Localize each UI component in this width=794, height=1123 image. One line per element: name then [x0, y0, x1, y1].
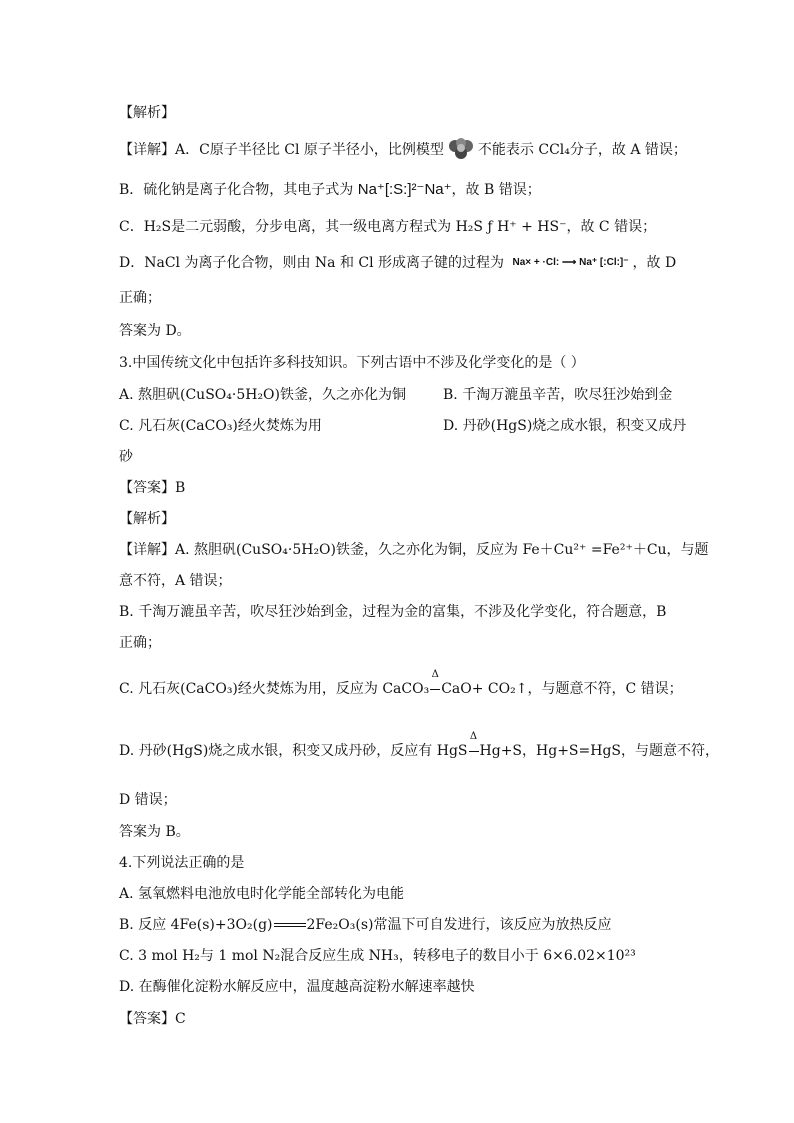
q4-option-a: A. 氢氧燃料电池放电时化学能全部转化为电能: [119, 886, 405, 902]
q3-option-c: C. 凡石灰(CaCO₃)经火焚炼为用: [119, 418, 322, 434]
ionic-bond-formation-diagram: Na× + ·Cl: ⟶ Na⁺ [:Cl:]⁻: [512, 257, 629, 268]
q3-detail-b-cont: 正确；: [119, 635, 161, 651]
detail-line-d: D．NaCl 为离子化合物，则由 Na 和 Cl 形成离子键的过程为 Na× + ·Cl: ⟶ Na⁺ [:Cl:]⁻ ，故 D: [119, 255, 677, 271]
detail-line-a: 【详解】A．C原子半径比 Cl 原子半径小，比例模型 不能表示 CCl₄分子，故 A 错误；: [119, 139, 687, 161]
detail-line-b: B．硫化钠是离子化合物，其电子式为 Na⁺[:S:]²⁻Na⁺，故 B 错误；: [119, 181, 541, 198]
answer-text-1: 答案为 D。: [119, 323, 191, 339]
heat-condition: Δ: [468, 741, 480, 761]
q4-option-c: C. 3 mol H₂与 1 mol N₂混合反应生成 NH₃，转移电子的数目小于 6×6.02×10²³: [119, 948, 636, 964]
analysis-heading-1: 【解析】: [119, 105, 175, 121]
q3-option-d-cont: 砂: [119, 449, 133, 465]
analysis-heading-3: 【解析】: [119, 511, 175, 527]
ccl4-model-icon: [448, 137, 474, 159]
q4-option-d: D. 在酶催化淀粉水解反应中，温度越高淀粉水解速率越快: [119, 979, 475, 995]
q3-option-d: D. 丹砂(HgS)烧之成水银，积变又成丹: [443, 418, 687, 434]
q3-detail-c: C. 凡石灰(CaCO₃)经火焚炼为用，反应为 CaCO₃ Δ CaO+ CO₂↑，与题意不符，C 错误；: [119, 669, 683, 697]
q3-detail-d-cont: D 错误；: [119, 792, 177, 808]
heat-condition: Δ: [429, 679, 441, 699]
q3-option-a: A. 熬胆矾(CuSO₄·5H₂O)铁釜，久之亦化为铜: [119, 387, 406, 403]
q4-option-b: B. 反应 4Fe(s)+3O₂(g) 2Fe₂O₃(s)常温下可自发进行，该反应为放热反应: [119, 917, 612, 933]
question-4-stem: 4.下列说法正确的是: [119, 855, 245, 871]
reaction-equals: [274, 923, 306, 927]
detail-line-d-cont: 正确；: [119, 290, 161, 306]
q3-detail-d: D. 丹砂(HgS)烧之成水银，积变又成丹砂，反应有 HgS Δ Hg+S，Hg+S=HgS，与题意不符，: [119, 731, 720, 759]
answer-label-4: 【答案】C: [119, 1011, 186, 1027]
q3-detail-a-cont: 意不符，A 错误；: [119, 573, 232, 589]
answer-label-3: 【答案】B: [119, 480, 186, 496]
q3-detail-a: 【详解】A. 熬胆矾(CuSO₄·5H₂O)铁釜，久之亦化为铜，反应为 Fe＋Cu²⁺ =Fe²⁺＋Cu，与题: [119, 542, 709, 558]
answer-text-3: 答案为 B。: [119, 824, 190, 840]
na2s-electron-formula: Na⁺[:S:]²⁻Na⁺: [357, 181, 452, 198]
detail-line-c: C．H₂S是二元弱酸，分步电离，其一级电离方程式为 H₂S ƒ H⁺ + HS⁻，故 C 错误；: [119, 219, 657, 235]
q3-detail-b: B. 千淘万漉虽辛苦，吹尽狂沙始到金，过程为金的富集，不涉及化学变化，符合题意，B: [119, 604, 667, 620]
q3-option-b: B. 千淘万漉虽辛苦，吹尽狂沙始到金: [443, 387, 673, 403]
question-3-stem: 3.中国传统文化中包括许多科技知识。下列古语中不涉及化学变化的是（ ）: [119, 355, 585, 371]
